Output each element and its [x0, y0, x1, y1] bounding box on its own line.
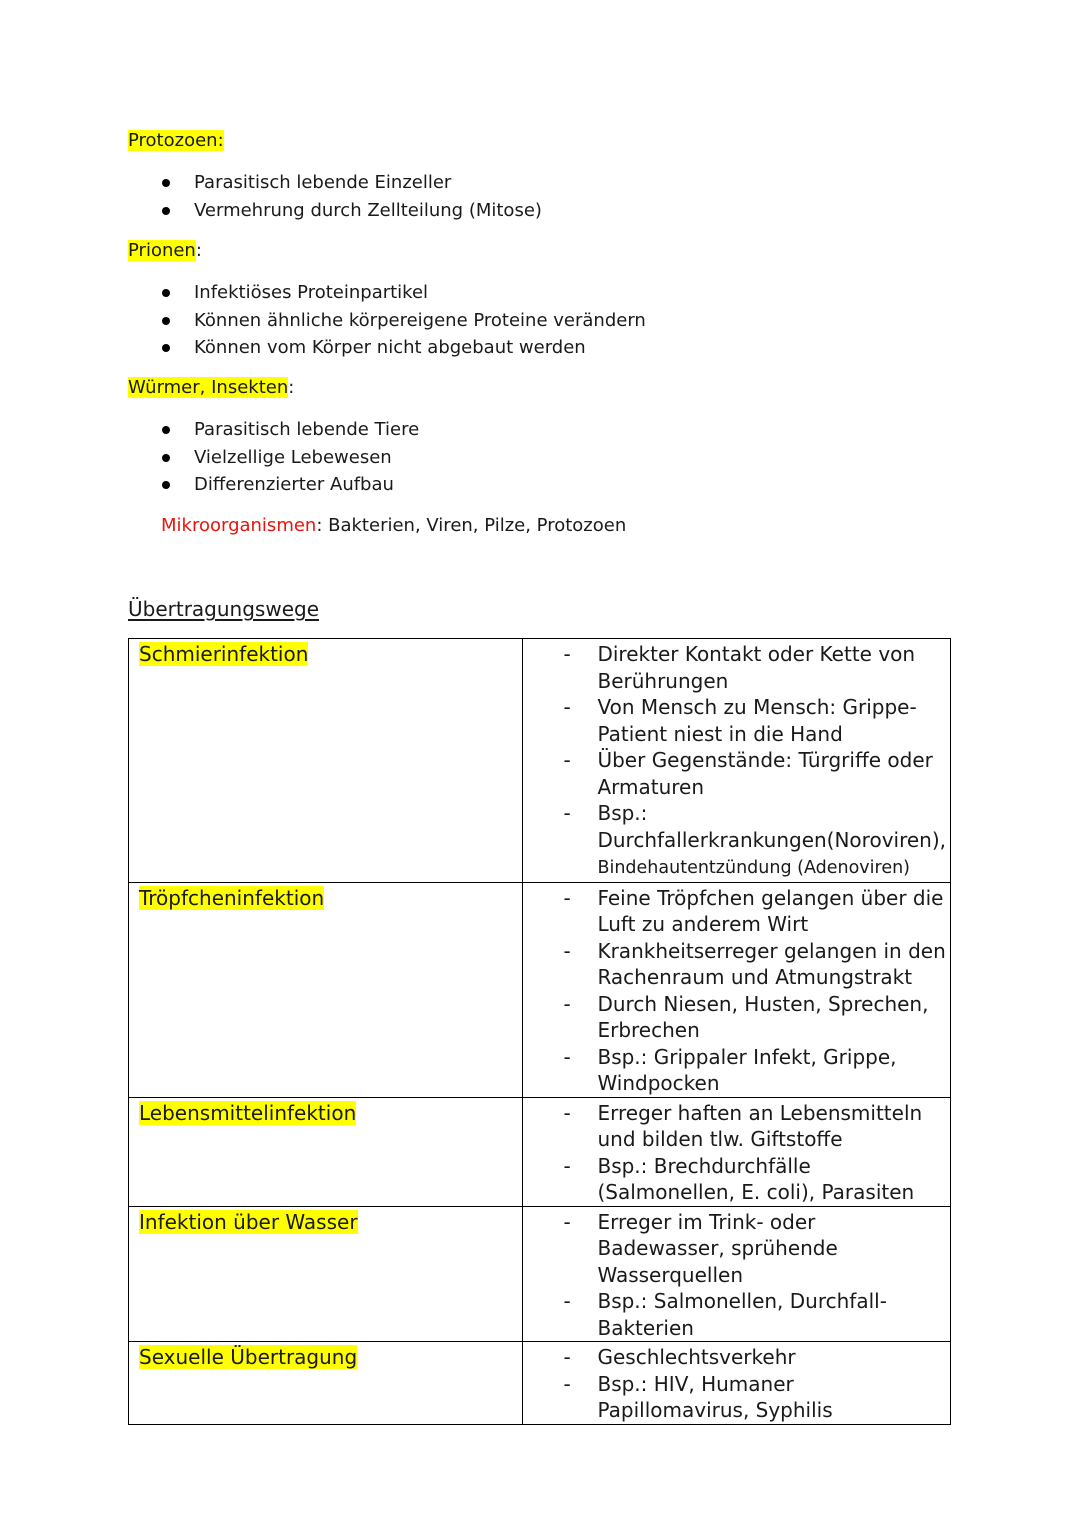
point-list — [523, 1344, 946, 1424]
heading-wuermer — [128, 376, 294, 400]
protozoen-list — [160, 169, 542, 224]
list-item-extra: Bindehautentzündung (Adenoviren) — [597, 858, 910, 878]
heading-protozoen — [128, 129, 224, 153]
list-item-text: Bsp.: Durchfallerkrankungen(Noroviren), — [597, 801, 947, 852]
type-label: Infektion über Wasser — [139, 1209, 358, 1234]
list-item: - Bsp.: Brechdurchfälle (Salmonellen, E. coli), Parasiten — [523, 1153, 946, 1206]
heading-prionen-text: Prionen — [128, 240, 196, 261]
list-item — [523, 800, 946, 882]
list-item: Infektiöses Proteinpartikel — [160, 279, 646, 307]
desc-cell — [523, 639, 951, 883]
table-row — [129, 1206, 951, 1342]
desc-cell — [523, 1342, 951, 1425]
desc-cell — [523, 1097, 951, 1206]
type-cell — [129, 1342, 523, 1425]
type-label: Schmierinfektion — [139, 642, 309, 666]
list-item: - Geschlechtsverkehr — [523, 1344, 946, 1371]
list-item: - Über Gegenstände: Türgriffe oder Armaturen — [523, 747, 946, 800]
list-item: Vielzellige Lebewesen — [160, 444, 419, 472]
list-item: - Direkter Kontakt oder Kette von Berührungen — [523, 641, 946, 694]
type-label: Lebensmittelinfektion — [139, 1100, 357, 1125]
table-row — [129, 1097, 951, 1206]
list-item: - Feine Tröpfchen gelangen über die Luft zu anderem Wirt — [523, 885, 946, 938]
heading-prionen-colon: : — [195, 240, 202, 261]
table-row — [129, 882, 951, 1097]
list-item: - Durch Niesen, Husten, Sprechen, Erbrechen — [523, 991, 946, 1044]
wuermer-list — [160, 416, 419, 499]
heading-wuermer-colon: : — [288, 377, 295, 398]
desc-cell — [523, 882, 951, 1097]
list-item: - Bsp.: Grippaler Infekt, Grippe, Windpocken — [523, 1044, 946, 1097]
heading-prionen — [128, 239, 202, 263]
table-row — [129, 639, 951, 883]
list-item: Parasitisch lebende Tiere — [160, 416, 419, 444]
table-row — [129, 1342, 951, 1425]
point-list — [523, 1209, 946, 1342]
list-item: Können vom Körper nicht abgebaut werden — [160, 334, 646, 362]
heading-protozoen-text: Protozoen: — [128, 130, 224, 151]
section-title: Übertragungswege — [128, 597, 320, 621]
type-cell — [129, 1206, 523, 1342]
mikroorganismen-line — [161, 514, 626, 538]
point-list — [523, 641, 946, 882]
mikroorganismen-rest: : Bakterien, Viren, Pilze, Protozoen — [316, 515, 627, 536]
desc-cell — [523, 1206, 951, 1342]
list-item: - Krankheitserreger gelangen in den Rachenraum und Atmungstrakt — [523, 938, 946, 991]
list-item: - Bsp.: HIV, Humaner Papillomavirus, Syphilis — [523, 1371, 946, 1424]
point-list — [523, 1100, 946, 1206]
uebertragungswege-table — [128, 638, 951, 1425]
list-item: - Erreger im Trink- oder Badewasser, sprühende Wasserquellen — [523, 1209, 946, 1289]
mikroorganismen-term: Mikroorganismen — [161, 515, 317, 536]
list-item: - Bsp.: Salmonellen, Durchfall-Bakterien — [523, 1288, 946, 1341]
heading-wuermer-text: Würmer, Insekten — [128, 377, 289, 398]
type-cell — [129, 639, 523, 883]
list-item: Differenzierter Aufbau — [160, 471, 419, 499]
prionen-list — [160, 279, 646, 362]
type-cell — [129, 1097, 523, 1206]
type-cell — [129, 882, 523, 1097]
list-item: Können ähnliche körpereigene Proteine verändern — [160, 307, 646, 335]
list-item: - Erreger haften an Lebensmitteln und bilden tlw. Giftstoffe — [523, 1100, 946, 1153]
type-label: Sexuelle Übertragung — [139, 1345, 358, 1369]
list-item: Parasitisch lebende Einzeller — [160, 169, 542, 197]
list-item: - Von Mensch zu Mensch: Grippe-Patient niest in die Hand — [523, 694, 946, 747]
type-label: Tröpfcheninfektion — [139, 885, 325, 910]
point-list — [523, 885, 946, 1097]
list-item: Vermehrung durch Zellteilung (Mitose) — [160, 197, 542, 225]
